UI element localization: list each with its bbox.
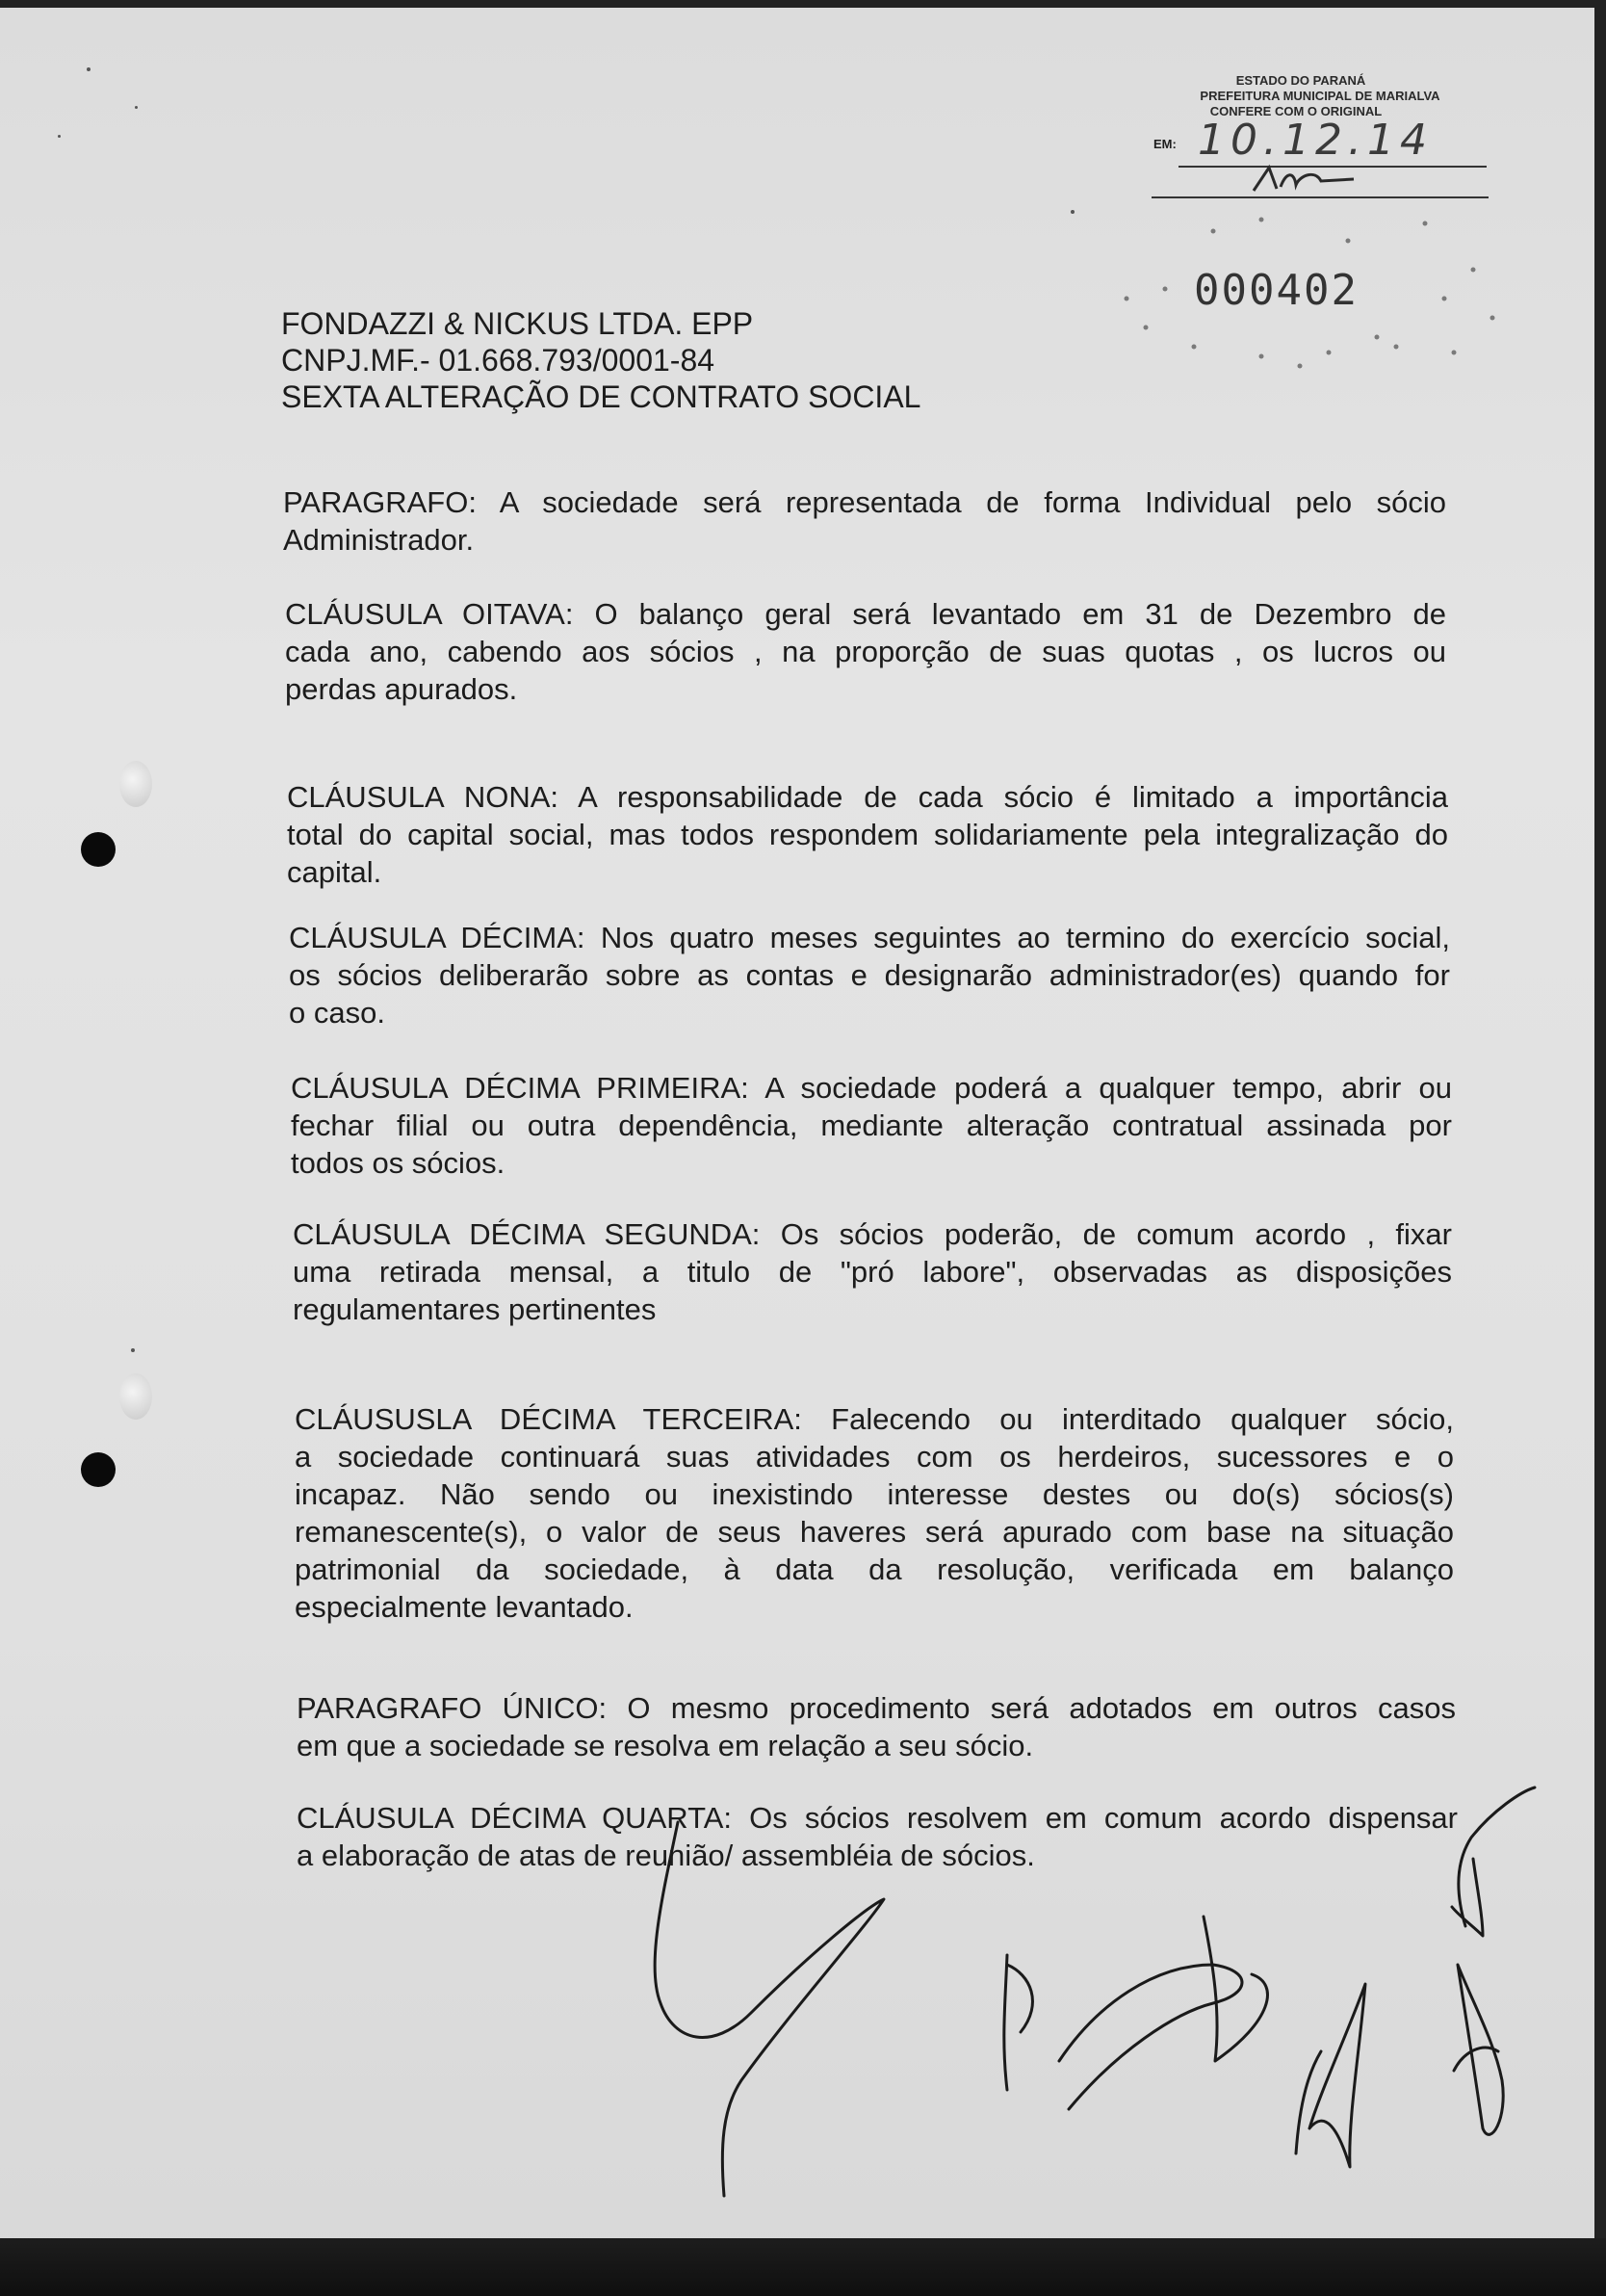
clause-line: CLÁUSUSLA DÉCIMA TERCEIRA: Falecendo ou interditado qualquer sócio, bbox=[295, 1402, 1454, 1436]
signature-4 bbox=[1452, 1787, 1535, 1936]
clause-line: regulamentares pertinentes bbox=[293, 1292, 657, 1326]
clause-line: todos os sócios. bbox=[291, 1146, 505, 1180]
scan-border-top bbox=[0, 0, 1606, 8]
clause-line: CLÁUSULA OITAVA: O balanço geral será levantado em 31 de Dezembro de bbox=[285, 597, 1446, 631]
clause-line: a sociedade continuará suas atividades com os herdeiros, sucessores e o bbox=[295, 1440, 1454, 1474]
paragrafo-unico bbox=[297, 1689, 1456, 1764]
scan-border-right bbox=[1594, 0, 1606, 2296]
stamp-prefecture: PREFEITURA MUNICIPAL DE MARIALVA bbox=[1200, 89, 1440, 103]
company-cnpj: CNPJ.MF.- 01.668.793/0001-84 bbox=[281, 343, 715, 378]
document-number: 000402 bbox=[1194, 266, 1359, 315]
punch-hole bbox=[81, 832, 116, 867]
company-name: FONDAZZI & NICKUS LTDA. EPP bbox=[281, 306, 754, 341]
clause-line: a elaboração de atas de reunião/ assembléia de sócios. bbox=[297, 1839, 1035, 1872]
clause-line: fechar filial ou outra dependência, mediante alteração contratual assinada por bbox=[291, 1109, 1452, 1142]
clausula-oitava bbox=[285, 595, 1446, 708]
clause-line: PARAGRAFO ÚNICO: O mesmo procedimento será adotados em outros casos bbox=[297, 1691, 1456, 1725]
stamp-em-label: EM: bbox=[1153, 137, 1177, 151]
stamp-state: ESTADO DO PARANÁ bbox=[1235, 73, 1366, 88]
signature-1 bbox=[655, 1822, 884, 2196]
clause-line: incapaz. Não sendo ou inexistindo interesse destes ou do(s) sócios(s) bbox=[295, 1477, 1454, 1511]
clause-line: total do capital social, mas todos respondem solidariamente pela integralização do bbox=[287, 818, 1448, 851]
scan-speck bbox=[87, 67, 91, 71]
clausula-decima-terceira bbox=[295, 1400, 1454, 1626]
scan-speck bbox=[131, 1348, 135, 1352]
clausula-decima bbox=[289, 919, 1450, 1031]
clause-line: especialmente levantado. bbox=[295, 1590, 634, 1624]
clause-line: CLÁUSULA DÉCIMA QUARTA: Os sócios resolvem em comum acordo dispensar bbox=[297, 1801, 1458, 1835]
scan-speck bbox=[135, 106, 138, 109]
clausula-nona bbox=[287, 778, 1448, 891]
punch-hole bbox=[81, 1452, 116, 1487]
clause-line: CLÁUSULA NONA: A responsabilidade de cada sócio é limitado a importância bbox=[287, 780, 1448, 814]
clause-line: Administrador. bbox=[283, 523, 475, 557]
clause-line: em que a sociedade se resolva em relação a seu sócio. bbox=[297, 1729, 1034, 1762]
clause-line: CLÁUSULA DÉCIMA: Nos quatro meses seguintes ao termino do exercício social, bbox=[289, 921, 1450, 954]
clausula-decima-segunda bbox=[293, 1215, 1452, 1328]
punch-hole-shadow bbox=[119, 761, 152, 807]
scan-speck bbox=[1071, 210, 1075, 214]
clause-line: uma retirada mensal, a titulo de "pró labore", observadas as disposições bbox=[293, 1255, 1452, 1289]
scan-border-bottom bbox=[0, 2238, 1606, 2296]
clause-line: CLÁUSULA DÉCIMA PRIMEIRA: A sociedade poderá a qualquer tempo, abrir ou bbox=[291, 1071, 1452, 1105]
punch-hole-shadow bbox=[119, 1373, 152, 1420]
clause-line: patrimonial da sociedade, à data da resolução, verificada em balanço bbox=[295, 1552, 1454, 1586]
clause-line: PARAGRAFO: A sociedade será representada de forma Individual pelo sócio bbox=[283, 485, 1446, 519]
clause-line: CLÁUSULA DÉCIMA SEGUNDA: Os sócios poderão, de comum acordo , fixar bbox=[293, 1217, 1452, 1251]
clausula-decima-quarta bbox=[297, 1799, 1458, 1874]
clause-line: cada ano, cabendo aos sócios , na proporção de suas quotas , os lucros ou bbox=[285, 635, 1446, 668]
clause-line: capital. bbox=[287, 855, 382, 889]
signature-2 bbox=[1004, 1917, 1268, 2109]
perforation-dots bbox=[1107, 202, 1512, 385]
stamp-date: 10.12.14 bbox=[1198, 116, 1433, 165]
stamp-confere: CONFERE COM O ORIGINAL bbox=[1209, 104, 1383, 118]
clause-line: remanescente(s), o valor de seus haveres será apurado com base na situação bbox=[295, 1515, 1454, 1549]
clause-line: perdas apurados. bbox=[285, 672, 518, 706]
paragrafo-representacao bbox=[283, 483, 1446, 559]
signature-5 bbox=[1454, 1965, 1503, 2134]
clausula-decima-primeira bbox=[291, 1069, 1452, 1182]
clause-line: o caso. bbox=[289, 996, 385, 1030]
signature-3 bbox=[1296, 1984, 1365, 2167]
clause-line: os sócios deliberarão sobre as contas e designarão administrador(es) quando for bbox=[289, 958, 1450, 992]
document-title: SEXTA ALTERAÇÃO DE CONTRATO SOCIAL bbox=[281, 379, 921, 414]
stamp-initials bbox=[1248, 162, 1373, 200]
scan-speck bbox=[58, 135, 61, 138]
authentication-stamp bbox=[1152, 67, 1498, 212]
